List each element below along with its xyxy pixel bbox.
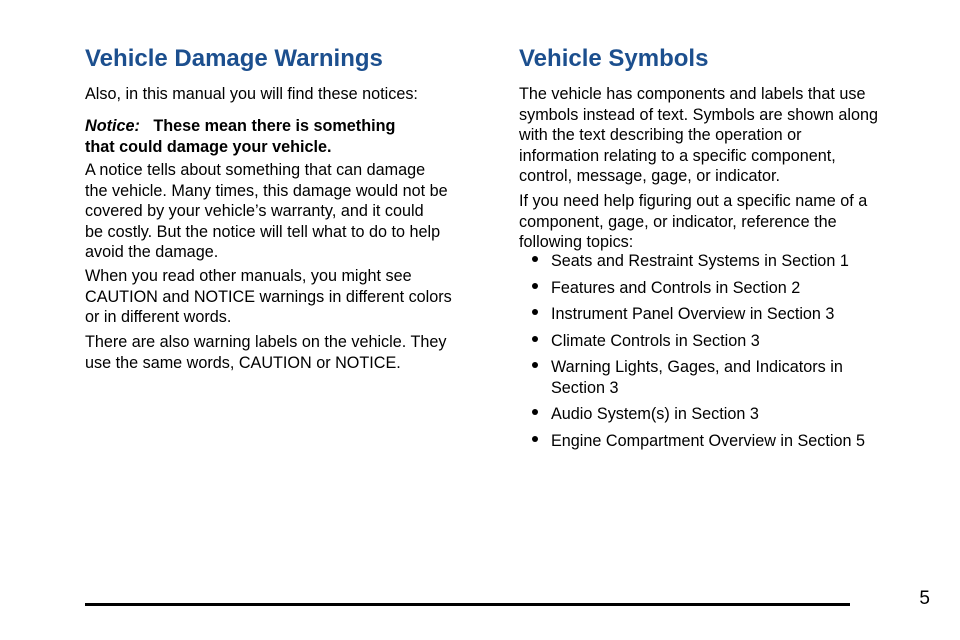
topics-list	[519, 251, 939, 451]
notice-label: Notice:	[85, 117, 140, 135]
list-item	[519, 251, 939, 272]
list-item	[519, 357, 939, 398]
list-item	[519, 278, 939, 299]
symbols-intro-paragraph: The vehicle has components and labels that use symbols instead of text. Symbols are shown along with the text describing the operation or information relating to a specific component, control, message, gage, or indicator.	[519, 85, 879, 185]
vehicle-damage-warnings-heading: Vehicle Damage Warnings	[85, 45, 383, 72]
footer-rule	[85, 603, 850, 606]
notice-text: These mean there is something that could damage your vehicle.	[85, 117, 396, 156]
list-item-text: Instrument Panel Overview in Section 3	[551, 305, 835, 323]
list-item	[519, 404, 939, 425]
bullet-icon	[532, 309, 538, 315]
list-item-text: Climate Controls in Section 3	[551, 331, 760, 350]
page-number: 5	[919, 588, 930, 609]
list-item	[519, 304, 939, 325]
warning-labels-paragraph: There are also warning labels on the vehicle. They use the same words, CAUTION or NOTICE.	[85, 333, 447, 372]
list-item-text: Warning Lights, Gages, and Indicators in Section 3	[551, 358, 843, 397]
list-item-text: Audio System(s) in Section 3	[551, 405, 759, 423]
bullet-icon	[532, 283, 538, 289]
bullet-icon	[532, 256, 538, 262]
notice-paragraph	[85, 116, 395, 157]
notice-explanation-paragraph: A notice tells about something that can damage the vehicle. Many times, this damage would not be covered by your vehicle’s warranty, and it could be costly. But the notice will tell what to do to help avoid the damage.	[85, 161, 448, 261]
bullet-icon	[532, 436, 538, 442]
vehicle-symbols-heading: Vehicle Symbols	[519, 45, 709, 72]
bullet-icon	[532, 336, 538, 342]
topics-intro-paragraph: If you need help figuring out a specific name of a component, gage, or indicator, reference the following topics:	[519, 192, 868, 251]
list-item	[519, 431, 939, 452]
bullet-icon	[532, 409, 538, 415]
bullet-icon	[532, 362, 538, 368]
other-manuals-paragraph: When you read other manuals, you might see CAUTION and NOTICE warnings in different colors or in different words.	[85, 267, 452, 326]
list-item	[519, 331, 939, 352]
list-item-text: Engine Compartment Overview in Section 5	[551, 431, 866, 450]
intro-paragraph: Also, in this manual you will find these notices:	[85, 85, 418, 103]
list-item-text: Features and Controls in Section 2	[551, 278, 801, 297]
list-item-text: Seats and Restraint Systems in Section 1	[551, 252, 849, 270]
